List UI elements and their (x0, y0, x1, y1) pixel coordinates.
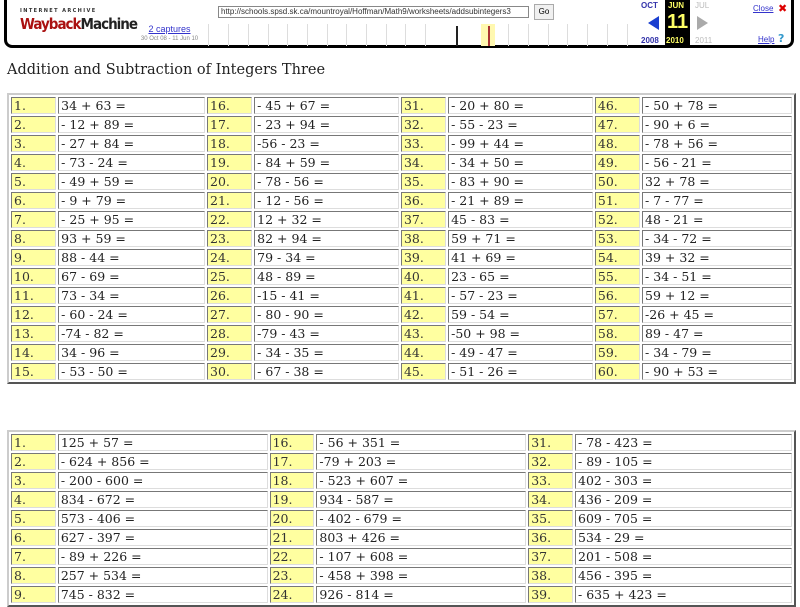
problem-number: 44. (401, 344, 446, 361)
table-row (11, 230, 792, 247)
problem-expression: 59 - 54 = (448, 306, 593, 323)
problem-expression: - 27 + 84 = (58, 135, 205, 152)
problem-number: 1. (11, 434, 56, 451)
problem-number: 57. (595, 306, 640, 323)
problem-expression: - 34 - 79 = (642, 344, 792, 361)
problem-expression: - 99 + 44 = (448, 135, 593, 152)
problem-expression: - 60 - 24 = (58, 306, 205, 323)
problem-expression: - 89 + 226 = (58, 548, 268, 565)
table-row (11, 173, 792, 190)
problem-expression: - 200 - 600 = (58, 472, 268, 489)
problem-expression: - 34 - 72 = (642, 230, 792, 247)
problem-number: 54. (595, 249, 640, 266)
problem-expression: - 458 + 398 = (316, 567, 526, 584)
problem-expression: - 57 - 23 = (448, 287, 593, 304)
problem-expression: - 49 - 47 = (448, 344, 593, 361)
problem-number: 8. (11, 567, 56, 584)
table-row (11, 491, 792, 508)
worksheet-table-1-body (11, 97, 792, 380)
problem-number: 33. (528, 472, 573, 489)
problem-expression: 73 - 34 = (58, 287, 205, 304)
problem-expression: 436 - 209 = (575, 491, 792, 508)
problem-number: 21. (207, 192, 252, 209)
problem-expression: 45 - 83 = (448, 211, 593, 228)
problem-expression: 41 + 69 = (448, 249, 593, 266)
problem-expression: 39 + 32 = (642, 249, 792, 266)
table-row (11, 192, 792, 209)
help-link[interactable]: Help (758, 35, 775, 44)
problem-number: 23. (207, 230, 252, 247)
problem-number: 26. (207, 287, 252, 304)
problem-number: 27. (207, 306, 252, 323)
timeline-tick (528, 24, 529, 46)
timeline-tick (627, 24, 628, 46)
next-capture-arrow-icon (697, 16, 708, 30)
problem-expression: - 107 + 608 = (316, 548, 526, 565)
problem-expression: - 34 - 51 = (642, 268, 792, 285)
problem-number: 37. (401, 211, 446, 228)
problem-expression: 48 - 21 = (642, 211, 792, 228)
problem-number: 34. (401, 154, 446, 171)
problem-expression: 67 - 69 = (58, 268, 205, 285)
problem-expression: 59 + 12 = (642, 287, 792, 304)
problem-number: 46. (595, 97, 640, 114)
problem-expression: - 523 + 607 = (316, 472, 526, 489)
problem-number: 3. (11, 472, 56, 489)
problem-number: 7. (11, 211, 56, 228)
problem-expression: 834 - 672 = (58, 491, 268, 508)
problem-number: 39. (401, 249, 446, 266)
problem-expression: - 84 + 59 = (254, 154, 399, 171)
wayback-toolbar (0, 0, 800, 52)
problem-expression: - 402 - 679 = (316, 510, 526, 527)
problem-number: 16. (207, 97, 252, 114)
problem-number: 15. (11, 363, 56, 380)
timeline-tick (208, 24, 209, 46)
problem-expression: - 56 - 21 = (642, 154, 792, 171)
problem-number: 6. (11, 192, 56, 209)
timeline-tick (287, 24, 288, 46)
problem-number: 16. (270, 434, 315, 451)
capture-timeline[interactable] (208, 24, 636, 46)
problem-number: 11. (11, 287, 56, 304)
problem-number: 9. (11, 586, 56, 603)
problem-number: 21. (270, 529, 315, 546)
problem-expression: -15 - 41 = (254, 287, 399, 304)
problem-expression: - 78 - 423 = (575, 434, 792, 451)
problem-expression: - 34 + 50 = (448, 154, 593, 171)
problem-number: 43. (401, 325, 446, 342)
problem-number: 24. (207, 249, 252, 266)
problem-expression: 88 - 44 = (58, 249, 205, 266)
problem-number: 12. (11, 306, 56, 323)
problem-expression: - 45 + 67 = (254, 97, 399, 114)
problem-expression: - 89 - 105 = (575, 453, 792, 470)
problem-number: 7. (11, 548, 56, 565)
timeline-tick (228, 24, 229, 46)
problem-number: 5. (11, 510, 56, 527)
next-month: JUL (695, 1, 710, 10)
problem-number: 17. (207, 116, 252, 133)
problem-number: 2. (11, 453, 56, 470)
problem-number: 2. (11, 116, 56, 133)
url-input[interactable]: http://schools.spsd.sk.ca/mountroyal/Hoffman/Math9/worksheets/addsubintegers3 (218, 6, 529, 18)
table-row (11, 287, 792, 304)
prev-month[interactable]: OCT (641, 1, 658, 10)
next-year: 2011 (695, 36, 713, 45)
timeline-tick (425, 24, 426, 46)
problem-number: 47. (595, 116, 640, 133)
problem-number: 48. (595, 135, 640, 152)
problem-expression: - 635 + 423 = (575, 586, 792, 603)
problem-expression: - 55 - 23 = (448, 116, 593, 133)
problem-expression: - 53 - 50 = (58, 363, 205, 380)
problem-number: 17. (270, 453, 315, 470)
wayback-logo-top: INTERNET ARCHIVE (20, 8, 97, 14)
problem-number: 4. (11, 154, 56, 171)
current-capture-marker[interactable] (488, 26, 490, 46)
problem-expression: 201 - 508 = (575, 548, 792, 565)
timeline-tick (607, 24, 608, 46)
problem-number: 20. (207, 173, 252, 190)
problem-number: 56. (595, 287, 640, 304)
go-button[interactable]: Go (534, 4, 554, 20)
wayback-logo[interactable] (20, 8, 138, 38)
table-row (11, 363, 792, 380)
worksheet-table-1 (7, 93, 796, 384)
problem-number: 1. (11, 97, 56, 114)
problem-number: 40. (401, 268, 446, 285)
problem-expression: 125 + 57 = (58, 434, 268, 451)
prev-year: 2008 (641, 36, 659, 45)
problem-number: 8. (11, 230, 56, 247)
timeline-tick (366, 24, 367, 46)
timeline-tick (548, 24, 549, 46)
problem-number: 53. (595, 230, 640, 247)
captures-range: 30 Oct 08 - 11 Jun 10 (140, 36, 199, 42)
current-capture-date (665, 0, 690, 46)
problem-number: 58. (595, 325, 640, 342)
table-row (11, 116, 792, 133)
problem-number: 14. (11, 344, 56, 361)
problem-expression: 803 + 426 = (316, 529, 526, 546)
problem-number: 33. (401, 135, 446, 152)
problem-expression: 627 - 397 = (58, 529, 268, 546)
problem-number: 24. (270, 586, 315, 603)
current-year: 2010 (666, 36, 684, 45)
problem-number: 36. (401, 192, 446, 209)
problem-expression: - 56 + 351 = (316, 434, 526, 451)
problem-expression: 12 + 32 = (254, 211, 399, 228)
wayback-logo-wordmark: WaybackMachine (20, 15, 138, 33)
table-row (11, 567, 792, 584)
problem-expression: -79 + 203 = (316, 453, 526, 470)
table-row (11, 249, 792, 266)
problem-number: 59. (595, 344, 640, 361)
problem-expression: - 90 + 6 = (642, 116, 792, 133)
problem-expression: -50 + 98 = (448, 325, 593, 342)
problem-expression: 34 + 63 = (58, 97, 205, 114)
problem-expression: 745 - 832 = (58, 586, 268, 603)
problem-expression: - 73 - 24 = (58, 154, 205, 171)
problem-expression: 573 - 406 = (58, 510, 268, 527)
capture-marker[interactable] (456, 26, 458, 46)
table-row (11, 529, 792, 546)
problem-number: 28. (207, 325, 252, 342)
problem-expression: 23 - 65 = (448, 268, 593, 285)
problem-expression: - 50 + 78 = (642, 97, 792, 114)
table-row (11, 306, 792, 323)
problem-expression: - 7 - 77 = (642, 192, 792, 209)
problem-number: 13. (11, 325, 56, 342)
problem-number: 9. (11, 249, 56, 266)
problem-expression: 48 - 89 = (254, 268, 399, 285)
problem-number: 18. (270, 472, 315, 489)
problem-number: 22. (270, 548, 315, 565)
current-day: 11 (667, 11, 689, 33)
close-link[interactable]: Close (753, 4, 774, 13)
problem-number: 34. (528, 491, 573, 508)
problem-number: 35. (528, 510, 573, 527)
timeline-tick (307, 24, 308, 46)
problem-expression: 32 + 78 = (642, 173, 792, 190)
problem-number: 38. (528, 567, 573, 584)
problem-expression: -26 + 45 = (642, 306, 792, 323)
problem-expression: - 9 + 79 = (58, 192, 205, 209)
problem-expression: - 624 + 856 = (58, 453, 268, 470)
problem-expression: - 78 + 56 = (642, 135, 792, 152)
problem-number: 32. (528, 453, 573, 470)
problem-number: 60. (595, 363, 640, 380)
problem-expression: - 12 + 89 = (58, 116, 205, 133)
timeline-tick (248, 24, 249, 46)
table-row (11, 434, 792, 451)
problem-number: 19. (270, 491, 315, 508)
problem-expression: 609 - 705 = (575, 510, 792, 527)
problem-number: 35. (401, 173, 446, 190)
problem-number: 19. (207, 154, 252, 171)
problem-expression: 79 - 34 = (254, 249, 399, 266)
problem-number: 31. (528, 434, 573, 451)
problem-expression: 89 - 47 = (642, 325, 792, 342)
problem-expression: - 67 - 38 = (254, 363, 399, 380)
problem-number: 5. (11, 173, 56, 190)
problem-expression: -56 - 23 = (254, 135, 399, 152)
problem-number: 42. (401, 306, 446, 323)
problem-number: 23. (270, 567, 315, 584)
problem-expression: 534 - 29 = (575, 529, 792, 546)
problem-expression: - 21 + 89 = (448, 192, 593, 209)
problem-number: 20. (270, 510, 315, 527)
problem-number: 37. (528, 548, 573, 565)
timeline-tick (346, 24, 347, 46)
problem-expression: - 20 + 80 = (448, 97, 593, 114)
table-row (11, 548, 792, 565)
timeline-tick (587, 24, 588, 46)
page-title: Addition and Subtraction of Integers Three (7, 62, 326, 78)
problem-number: 3. (11, 135, 56, 152)
table-row (11, 97, 792, 114)
problem-number: 30. (207, 363, 252, 380)
table-row (11, 154, 792, 171)
table-row (11, 344, 792, 361)
prev-capture-arrow-icon[interactable] (648, 16, 659, 30)
problem-expression: 934 - 587 = (316, 491, 526, 508)
table-row (11, 135, 792, 152)
problem-number: 25. (207, 268, 252, 285)
problem-expression: 926 - 814 = (316, 586, 526, 603)
help-icon[interactable]: ? (778, 32, 785, 45)
problem-expression: 257 + 534 = (58, 567, 268, 584)
problem-number: 36. (528, 529, 573, 546)
captures-info (132, 24, 207, 42)
problem-number: 49. (595, 154, 640, 171)
problem-number: 51. (595, 192, 640, 209)
problem-expression: 402 - 303 = (575, 472, 792, 489)
problem-expression: - 49 + 59 = (58, 173, 205, 190)
problem-expression: 93 + 59 = (58, 230, 205, 247)
worksheet-table-2 (7, 430, 796, 607)
problem-number: 4. (11, 491, 56, 508)
problem-number: 6. (11, 529, 56, 546)
table-row (11, 472, 792, 489)
problem-expression: - 80 - 90 = (254, 306, 399, 323)
timeline-tick (567, 24, 568, 46)
problem-expression: 59 + 71 = (448, 230, 593, 247)
problem-expression: - 90 + 53 = (642, 363, 792, 380)
table-row (11, 586, 792, 603)
problem-expression: - 78 - 56 = (254, 173, 399, 190)
captures-link[interactable]: 2 captures (148, 24, 191, 34)
problem-number: 38. (401, 230, 446, 247)
table-row (11, 453, 792, 470)
problem-expression: - 25 + 95 = (58, 211, 205, 228)
problem-expression: - 51 - 26 = (448, 363, 593, 380)
close-icon[interactable]: ✖ (778, 2, 788, 15)
problem-expression: -79 - 43 = (254, 325, 399, 342)
problem-expression: 82 + 94 = (254, 230, 399, 247)
problem-number: 10. (11, 268, 56, 285)
problem-expression: - 34 - 35 = (254, 344, 399, 361)
current-month: JUN (668, 1, 685, 10)
table-row (11, 510, 792, 527)
timeline-tick (405, 24, 406, 46)
problem-number: 52. (595, 211, 640, 228)
table-row (11, 211, 792, 228)
problem-number: 39. (528, 586, 573, 603)
problem-number: 32. (401, 116, 446, 133)
timeline-tick (508, 24, 509, 46)
worksheet-table-2-body (11, 434, 792, 603)
problem-number: 22. (207, 211, 252, 228)
problem-expression: 34 - 96 = (58, 344, 205, 361)
timeline-tick (386, 24, 387, 46)
problem-expression: 456 - 395 = (575, 567, 792, 584)
problem-number: 41. (401, 287, 446, 304)
problem-number: 18. (207, 135, 252, 152)
problem-number: 31. (401, 97, 446, 114)
problem-expression: - 12 - 56 = (254, 192, 399, 209)
table-row (11, 268, 792, 285)
table-row (11, 325, 792, 342)
problem-number: 29. (207, 344, 252, 361)
timeline-tick (268, 24, 269, 46)
problem-expression: - 83 + 90 = (448, 173, 593, 190)
problem-expression: -74 - 82 = (58, 325, 205, 342)
problem-expression: - 23 + 94 = (254, 116, 399, 133)
problem-number: 55. (595, 268, 640, 285)
timeline-tick (327, 24, 328, 46)
problem-number: 45. (401, 363, 446, 380)
problem-number: 50. (595, 173, 640, 190)
